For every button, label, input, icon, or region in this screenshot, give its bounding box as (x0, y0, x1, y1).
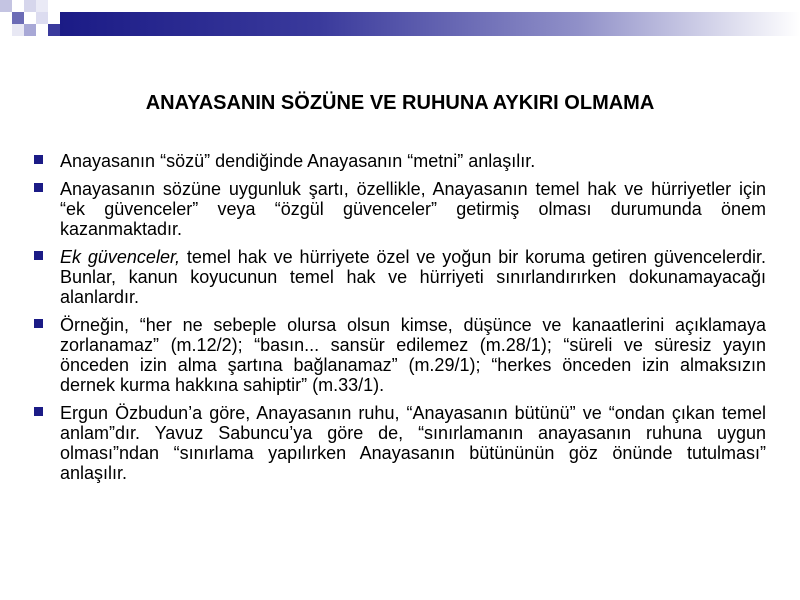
bullet-item (34, 179, 766, 239)
square-bullet-icon (34, 155, 43, 164)
square-bullet-icon (34, 319, 43, 328)
decor-square (24, 0, 36, 12)
decor-square (0, 0, 12, 12)
bullet-list (34, 151, 766, 491)
decor-square (24, 24, 36, 36)
square-bullet-icon (34, 407, 43, 416)
decor-square (36, 12, 48, 24)
bullet-text: Anayasanın sözüne uygunluk şartı, özellikle, Anayasanın temel hak ve hürriyetler için “ek güvenceler” veya “özgül güvenceler” getirmiş olması durumunda önem kazanmaktadır. (60, 179, 766, 239)
bullet-emphasis: Ek güvenceler, (60, 247, 180, 267)
bullet-text: Anayasanın “sözü” dendiğinde Anayasanın “metni” anlaşılır. (60, 151, 536, 171)
bullet-item (34, 151, 766, 171)
bullet-item (34, 403, 766, 483)
decor-square (48, 24, 60, 36)
decor-square (36, 0, 48, 12)
bullet-item (34, 247, 766, 307)
bullet-text: temel hak ve hürriyete özel ve yoğun bir koruma getiren güvencelerdir. Bunlar, kanun koyucunun temel hak ve hürriyeti sınırlandırırken dokunamayacağı alanlardır. (60, 247, 767, 307)
decor-square (12, 24, 24, 36)
slide-title: ANAYASANIN SÖZÜNE VE RUHUNA AYKIRI OLMAMA (145, 92, 655, 114)
bullet-text: Örneğin, “her ne sebeple olursa olsun kimse, düşünce ve kanaatlerini açıklamaya zorlanamaz” (m.12/2); “basın... sansür edilemez (m.28/1); “süreli ve süresiz yayın önceden izin alma şartına bağlanamaz” (m.29/1); “herkes önceden izin almaksızın dernek kurma hakkına sahiptir” (m.33/1). (60, 315, 766, 395)
square-bullet-icon (34, 183, 43, 192)
decor-square (12, 12, 24, 24)
header-gradient-bar (60, 12, 800, 36)
bullet-text: Ergun Özbudun’a göre, Anayasanın ruhu, “Anayasanın bütünü” ve “ondan çıkan temel anlam”dır. Yavuz Sabuncu’ya göre de, “sınırlamanın anayasanın ruhuna uygun olması”ndan “sınırlama yapılırken Anayasanın bütününün göz önünde tutulması” anlaşılır. (60, 403, 766, 483)
bullet-item (34, 315, 766, 395)
square-bullet-icon (34, 251, 43, 260)
